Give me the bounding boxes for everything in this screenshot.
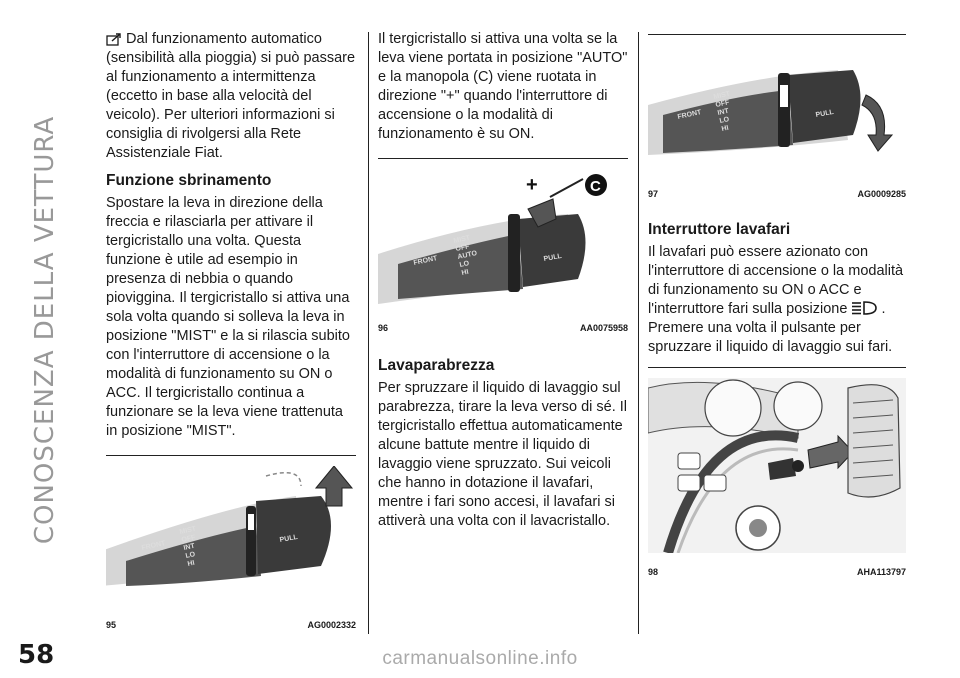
figure-code: AG0009285: [857, 189, 906, 199]
label-lo: LO: [718, 116, 730, 125]
figure-code: AHA113797: [856, 567, 906, 577]
column-3: [648, 30, 906, 582]
heading-lavaparabrezza: Lavaparabrezza: [378, 357, 495, 374]
label-int: INT: [716, 107, 730, 117]
figure-code: AA0075958: [579, 323, 628, 333]
headlight-icon: [851, 300, 877, 316]
dashboard-illustration: [648, 378, 906, 553]
body-lavafari: [648, 243, 906, 357]
figure-95: [106, 466, 356, 635]
figure-caption: [648, 563, 906, 582]
divider: [648, 34, 906, 35]
figure-97: [648, 45, 906, 204]
label-lo: LO: [184, 551, 196, 560]
figure-number: 96: [378, 323, 389, 333]
wiper-knob-illustration: [378, 169, 628, 309]
label-pull: PULL: [543, 252, 563, 263]
label-mist: MIST: [712, 90, 731, 101]
label-hi: HI: [186, 559, 196, 568]
label-mist: MIST: [452, 234, 471, 245]
wiper-lever-illustration: [106, 466, 356, 606]
column-2: [378, 30, 628, 531]
heading-lavafari: Interruttore lavafari: [648, 221, 791, 238]
divider: [648, 367, 906, 368]
column-divider: [638, 32, 639, 634]
label-auto: AUTO: [456, 250, 478, 261]
wiper-pull-illustration: [648, 45, 906, 175]
divider: [106, 455, 356, 456]
watermark: carmanualsonline.info: [382, 648, 578, 669]
label-mist: MIST: [178, 525, 197, 536]
label-hi: HI: [720, 124, 730, 133]
column-divider: [368, 32, 369, 634]
body-lavafari-a: Il lavafari può essere azionato con l'interruttore di accensione o la modalità di funzionamento su ON o ACC e l'interruttore fari sulla posizione: [648, 244, 904, 317]
label-front: FRONT: [676, 109, 702, 121]
label-lo: LO: [458, 260, 470, 269]
note-icon: [106, 33, 122, 46]
label-front: FRONT: [412, 255, 438, 267]
divider: [378, 158, 628, 159]
intro-auto-paragraph: Il tergicristallo si attiva una volta se la leva viene portata in posizione "AUTO" e la manopola (C) viene ruotata in direzione "+" quando l'interruttore di accensione o la modalità di funzionamento è su ON.: [378, 31, 628, 142]
figure-caption: [106, 616, 356, 635]
figure-96: [378, 169, 628, 338]
figure-caption: [648, 185, 906, 204]
intro-text: Dal funzionamento automatico (sensibilità alla pioggia) si può passare al funzionamento a intermittenza (eccetto in base alla velocità del veicolo). Per ulteriori informazioni si consiglia di rivolgersi alla Rete Assistenziale Fiat.: [106, 31, 356, 161]
intro-paragraph: [106, 30, 356, 163]
figure-98: [648, 378, 906, 582]
label-int: INT: [182, 542, 196, 552]
label-off: OFF: [714, 99, 731, 109]
figure-code: AG0002332: [307, 620, 356, 630]
label-front: FRONT: [140, 540, 166, 552]
page-number: 58: [18, 640, 55, 670]
plus-label: +: [526, 174, 538, 196]
column-1: [106, 30, 356, 635]
body-sbrinamento: Spostare la leva in direzione della freccia e rilasciarla per attivare il tergicristallo una volta. Questa funzione è utile ad esempio in presenza di nebbia o quando pioviggina. Il tergicristallo si attiva una sola volta quando si solleva la leva in posizione "MIST" e la si rilascia subito con l'interruttore di accensione o la modalità di funzionamento su ON o ACC. Il tergicristallo continua a funzionare se la leva viene trattenuta in posizione "MIST".: [106, 195, 351, 439]
heading-sbrinamento: Funzione sbrinamento: [106, 172, 272, 189]
figure-caption: [378, 319, 628, 338]
label-off: OFF: [180, 534, 197, 544]
body-lavaparabrezza: Per spruzzare il liquido di lavaggio sul parabrezza, tirare la leva verso di sé. Il tergicristallo effettua automaticamente alcune battute mentre il liquido di lavaggio viene spruzzato. Sui veicoli che hanno in dotazione il lavafari, mentre i fari sono accesi, il lavafari si attiverà una volta con il lavacristallo.: [378, 380, 628, 529]
figure-number: 98: [648, 567, 659, 577]
callout-c: C: [590, 178, 601, 195]
figure-number: 95: [106, 620, 117, 630]
label-off: OFF: [454, 243, 471, 253]
label-pull: PULL: [279, 533, 299, 544]
section-side-title: CONOSCENZA DELLA VETTURA: [30, 115, 60, 545]
label-hi: HI: [460, 268, 470, 277]
body-lavafari-b: . Premere una volta il pulsante per spruzzare il liquido di lavaggio sui fari.: [648, 301, 893, 355]
figure-number: 97: [648, 189, 659, 199]
label-pull: PULL: [815, 108, 835, 119]
